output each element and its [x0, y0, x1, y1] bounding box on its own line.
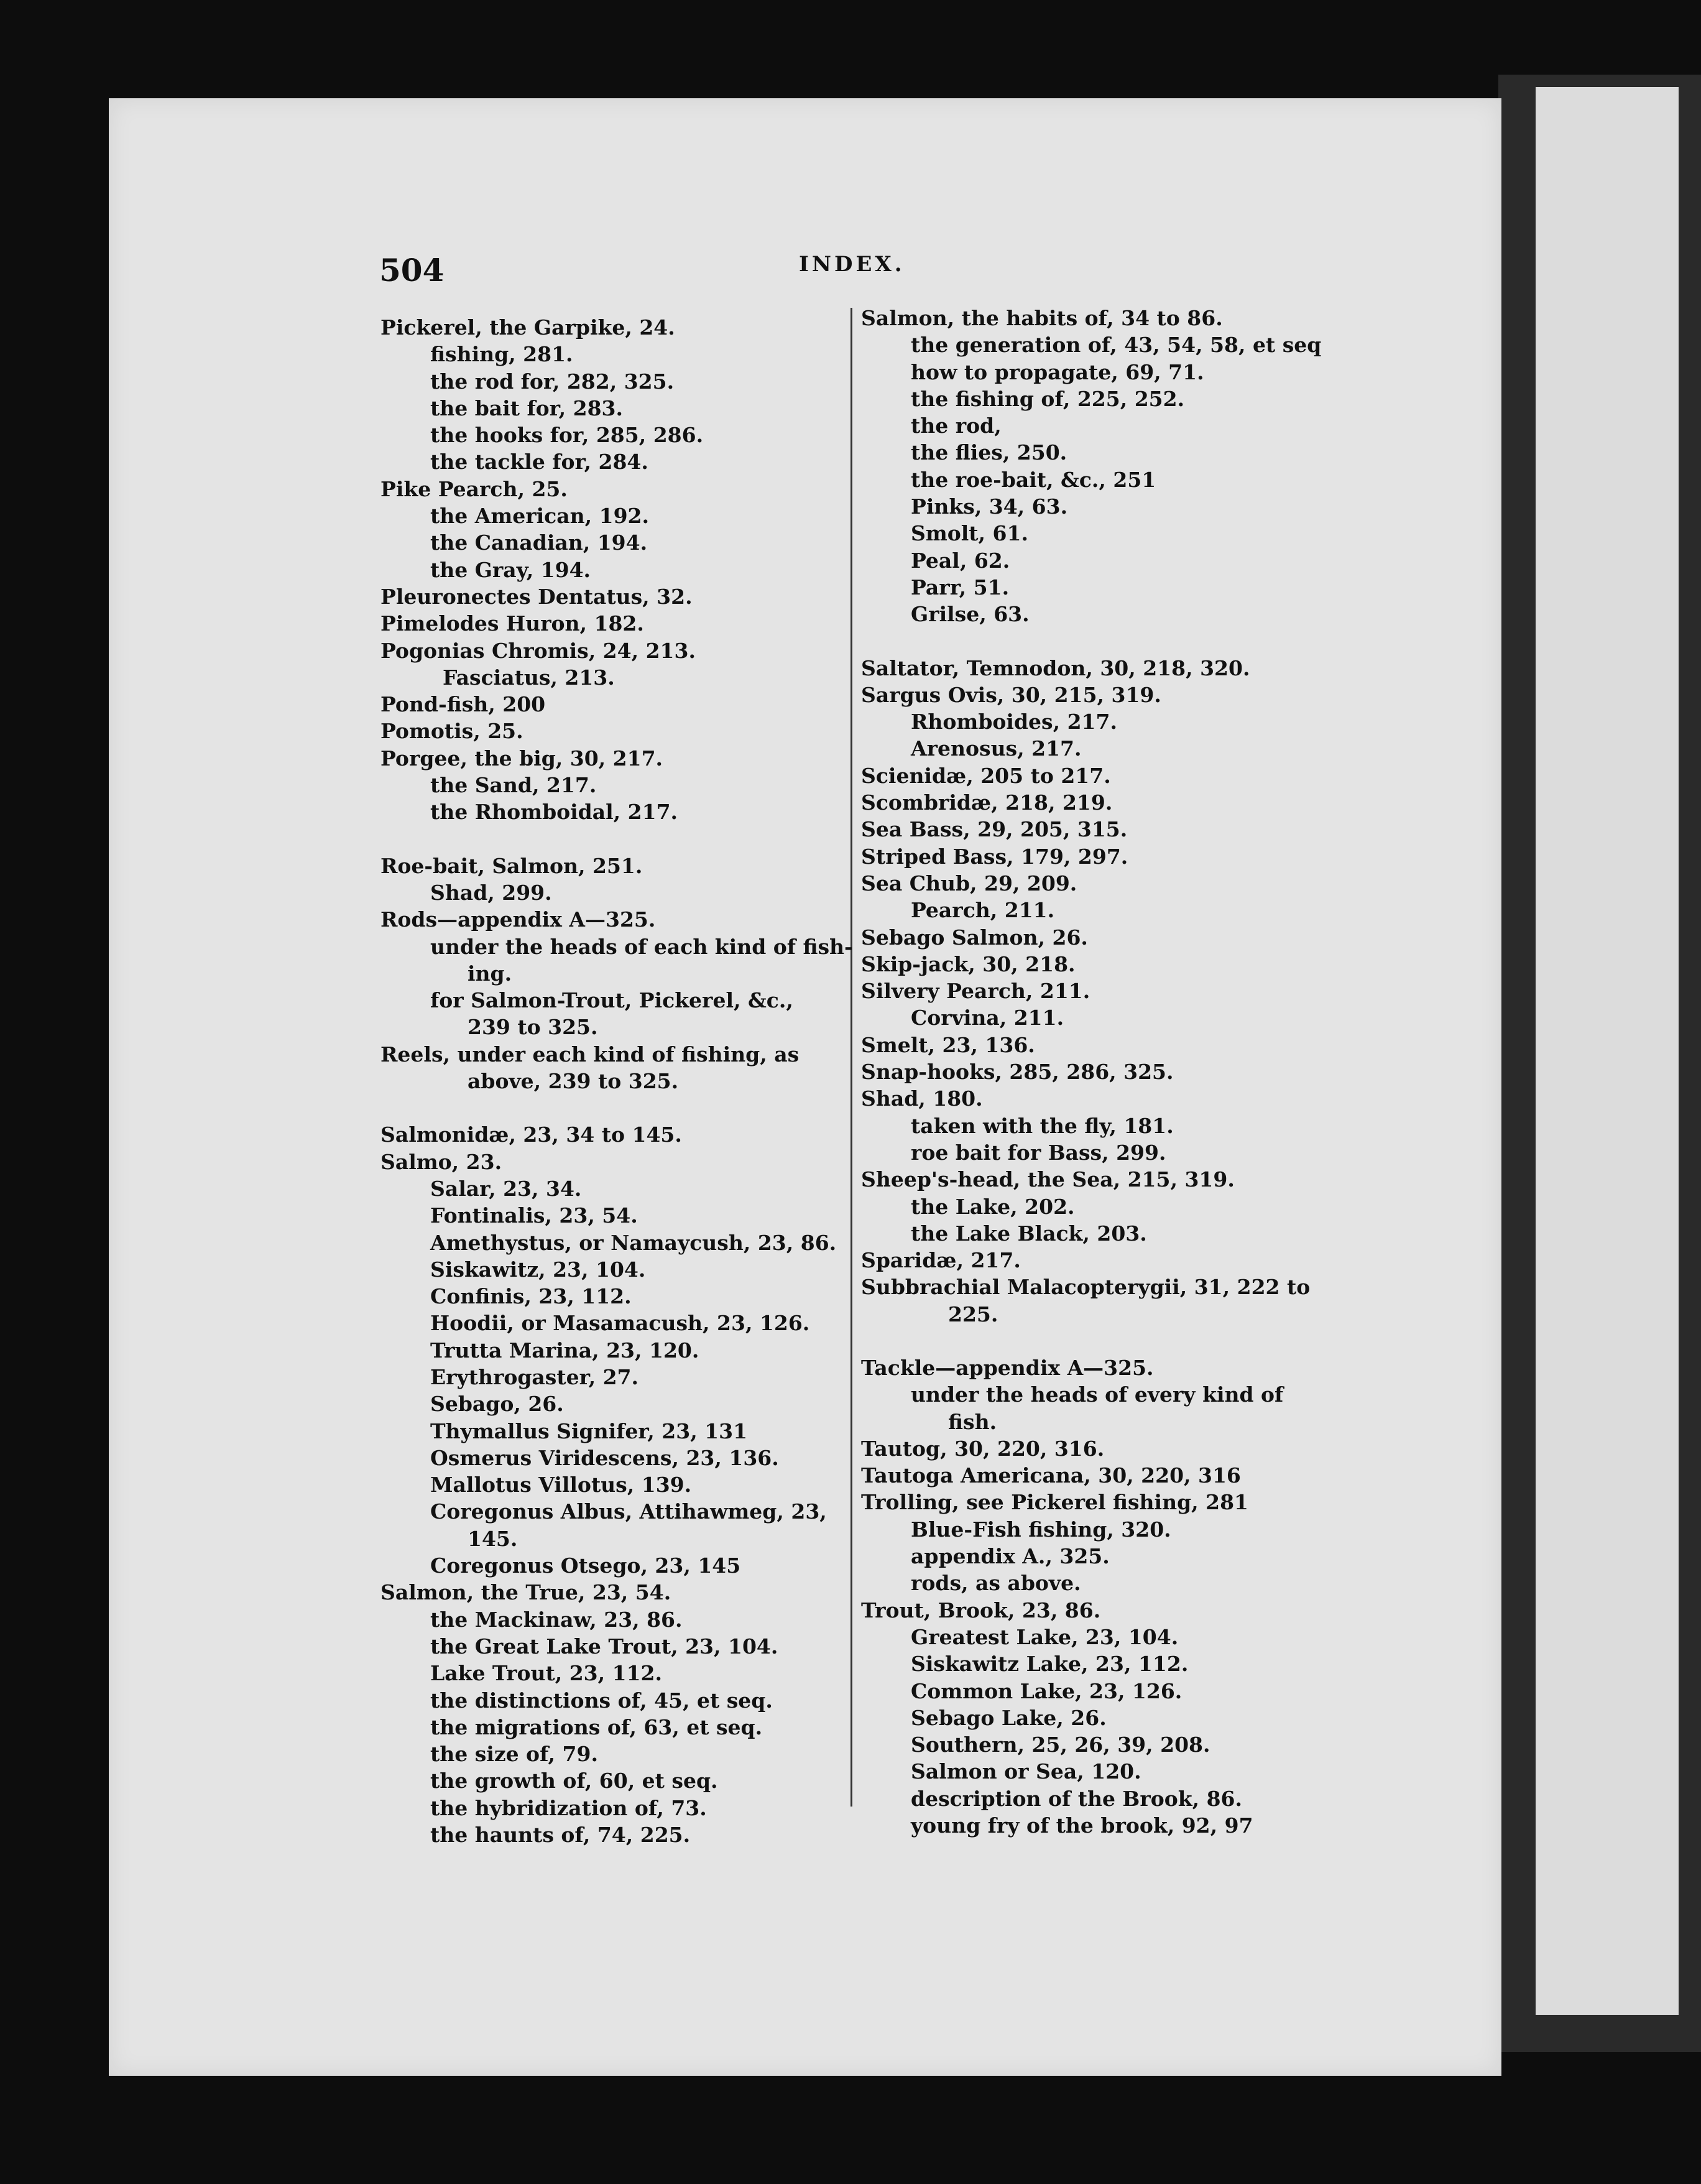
index-subentry: the rod, — [911, 414, 1002, 438]
index-entry-continuation: above, 239 to 325. — [468, 1069, 679, 1094]
index-subentry: the Gray, 194. — [430, 557, 591, 582]
index-subentry: Confinis, 23, 112. — [430, 1284, 632, 1309]
index-entry: Scienidæ, 205 to 217. — [861, 763, 1111, 788]
index-subentry: Rhomboides, 217. — [911, 710, 1117, 734]
index-entry: Sea Chub, 29, 209. — [861, 871, 1077, 895]
index-entry-continuation: 239 to 325. — [468, 1015, 598, 1040]
index-subentry: the American, 192. — [430, 504, 649, 529]
index-entry: Sheep's-head, the Sea, 215, 319. — [861, 1167, 1235, 1192]
index-subentry: Parr, 51. — [911, 575, 1010, 599]
index-subentry: Fontinalis, 23, 54. — [430, 1203, 638, 1228]
index-subentry: the distinctions of, 45, et seq. — [430, 1688, 773, 1713]
index-subentry: the flies, 250. — [911, 440, 1067, 465]
index-subentry: Grilse, 63. — [911, 602, 1030, 627]
index-entry: Scombridæ, 218, 219. — [861, 790, 1113, 815]
index-entry: Sebago Salmon, 26. — [861, 925, 1088, 950]
index-subentry: the Lake Black, 203. — [911, 1221, 1147, 1246]
index-subentry: Lake Trout, 23, 112. — [430, 1661, 662, 1686]
index-subentry: the Great Lake Trout, 23, 104. — [430, 1634, 778, 1659]
index-entry: Sea Bass, 29, 205, 315. — [861, 817, 1128, 842]
index-entry: Salmo, 23. — [380, 1149, 502, 1174]
index-subentry: fishing, 281. — [430, 342, 573, 367]
index-subentry: the generation of, 43, 54, 58, et seq — [911, 333, 1322, 358]
index-subentry: appendix A., 325. — [911, 1544, 1110, 1569]
index-entry: Tackle—appendix A—325. — [861, 1355, 1154, 1380]
index-entry: Reels, under each kind of fishing, as — [380, 1042, 800, 1067]
index-entry: Pogonias Chromis, 24, 213. — [380, 638, 696, 663]
index-subentry: Mallotus Villotus, 139. — [430, 1473, 692, 1497]
index-subentry: the fishing of, 225, 252. — [911, 386, 1185, 411]
index-subentry: the Mackinaw, 23, 86. — [430, 1607, 683, 1632]
index-subentry: Coregonus Albus, Attihawmeg, 23, — [430, 1499, 827, 1524]
index-entry: Salmon, the True, 23, 54. — [380, 1580, 671, 1605]
index-entry: Pike Pearch, 25. — [380, 476, 568, 501]
index-subentry: Salar, 23, 34. — [430, 1176, 582, 1201]
page-number: 504 — [379, 252, 445, 289]
index-subentry: Sebago, 26. — [430, 1392, 564, 1417]
index-entry: Porgee, the big, 30, 217. — [380, 746, 663, 770]
index-entry: Tautog, 30, 220, 316. — [861, 1436, 1105, 1461]
index-subentry: taken with the fly, 181. — [911, 1113, 1174, 1138]
index-entry: Shad, 180. — [861, 1086, 983, 1111]
index-entry: Salmon, the habits of, 34 to 86. — [861, 306, 1223, 330]
index-subentry: the hybridization of, 73. — [430, 1795, 707, 1820]
index-subentry: Coregonus Otsego, 23, 145 — [430, 1553, 741, 1578]
index-entry: Silvery Pearch, 211. — [861, 979, 1090, 1004]
index-entry: Pomotis, 25. — [380, 719, 523, 744]
index-subentry: the hooks for, 285, 286. — [430, 423, 704, 448]
index-entry: Trolling, see Pickerel fishing, 281 — [861, 1490, 1249, 1515]
index-entry: Salmonidæ, 23, 34 to 145. — [380, 1122, 682, 1147]
index-subentry: under the heads of each kind of fish- — [430, 934, 853, 959]
index-subentry: Erythrogaster, 27. — [430, 1364, 638, 1389]
index-subentry: how to propagate, 69, 71. — [911, 359, 1204, 384]
index-subentry: rods, as above. — [911, 1571, 1081, 1596]
index-subentry: Corvina, 211. — [911, 1006, 1064, 1030]
index-subentry: Peal, 62. — [911, 548, 1010, 573]
index-subentry: Common Lake, 23, 126. — [911, 1678, 1182, 1703]
index-entry: Pickerel, the Garpike, 24. — [380, 315, 675, 340]
index-entry: Saltator, Temnodon, 30, 218, 320. — [861, 655, 1250, 680]
index-entry: Roe-bait, Salmon, 251. — [380, 853, 643, 878]
index-entry: Smelt, 23, 136. — [861, 1032, 1035, 1057]
index-subentry: Shad, 299. — [430, 880, 552, 905]
index-subentry: the bait for, 283. — [430, 396, 623, 420]
index-subentry: the Sand, 217. — [430, 773, 597, 798]
index-entry: Striped Bass, 179, 297. — [861, 844, 1128, 869]
index-subentry: the growth of, 60, et seq. — [430, 1769, 718, 1793]
index-entry: Skip-jack, 30, 218. — [861, 951, 1076, 976]
index-subentry: the Canadian, 194. — [430, 530, 648, 555]
index-subentry: Salmon or Sea, 120. — [911, 1759, 1141, 1784]
index-subentry: description of the Brook, 86. — [911, 1786, 1242, 1811]
index-subentry: Hoodii, or Masamacush, 23, 126. — [430, 1311, 810, 1336]
index-subentry: the Lake, 202. — [911, 1194, 1075, 1219]
section-gap — [380, 1094, 853, 1121]
section-gap — [380, 826, 853, 853]
index-subentry: Siskawitz, 23, 104. — [430, 1257, 646, 1282]
index-subentry: Osmerus Viridescens, 23, 136. — [430, 1445, 779, 1470]
index-entry-continuation: 225. — [948, 1302, 998, 1326]
index-column-left — [380, 314, 853, 1848]
index-subentry: under the heads of every kind of — [911, 1382, 1284, 1407]
index-subentry: Thymallus Signifer, 23, 131 — [430, 1418, 748, 1443]
section-gap — [861, 1328, 1321, 1354]
index-subentry: Arenosus, 217. — [911, 736, 1082, 761]
index-subentry: the tackle for, 284. — [430, 450, 648, 474]
index-entry: Pleuronectes Dentatus, 32. — [380, 584, 693, 609]
running-head: INDEX. — [799, 252, 905, 277]
index-entry: Rods—appendix A—325. — [380, 907, 656, 932]
index-subentry: Sebago Lake, 26. — [911, 1705, 1107, 1730]
index-entry-continuation: ing. — [468, 961, 512, 986]
index-subentry: Fasciatus, 213. — [443, 665, 615, 690]
facing-page — [1536, 87, 1679, 2015]
index-subentry: young fry of the brook, 92, 97 — [911, 1813, 1253, 1838]
index-subentry: for Salmon-Trout, Pickerel, &c., — [430, 988, 793, 1013]
index-subentry: the roe-bait, &c., 251 — [911, 467, 1156, 492]
index-subentry: the rod for, 282, 325. — [430, 369, 675, 394]
index-subentry: the size of, 79. — [430, 1742, 598, 1767]
index-subentry: Pearch, 211. — [911, 898, 1055, 923]
index-entry-continuation: 145. — [468, 1526, 518, 1551]
index-entry: Tautoga Americana, 30, 220, 316 — [861, 1463, 1241, 1488]
index-subentry: Trutta Marina, 23, 120. — [430, 1338, 699, 1363]
index-subentry: Blue-Fish fishing, 320. — [911, 1517, 1171, 1542]
index-subentry: Greatest Lake, 23, 104. — [911, 1624, 1179, 1649]
section-gap — [861, 628, 1321, 655]
index-entry: Trout, Brook, 23, 86. — [861, 1598, 1101, 1622]
index-subentry: roe bait for Bass, 299. — [911, 1140, 1166, 1165]
index-entry: Sargus Ovis, 30, 215, 319. — [861, 682, 1161, 707]
index-subentry: Pinks, 34, 63. — [911, 494, 1068, 519]
index-subentry: Siskawitz Lake, 23, 112. — [911, 1652, 1189, 1677]
index-subentry: the haunts of, 74, 225. — [430, 1823, 691, 1848]
index-subentry: the migrations of, 63, et seq. — [430, 1714, 763, 1739]
index-column-right — [861, 305, 1321, 1839]
index-entry: Sparidæ, 217. — [861, 1248, 1021, 1273]
index-entry: Snap-hooks, 285, 286, 325. — [861, 1060, 1174, 1085]
index-entry: Subbrachial Malacopterygii, 31, 222 to — [861, 1275, 1311, 1300]
index-entry: Pimelodes Huron, 182. — [380, 611, 644, 636]
index-entry-continuation: fish. — [948, 1409, 997, 1434]
index-subentry: the Rhomboidal, 217. — [430, 800, 678, 825]
index-subentry: Southern, 25, 26, 39, 208. — [911, 1733, 1210, 1757]
index-subentry: Smolt, 61. — [911, 521, 1028, 546]
index-subentry: Amethystus, or Namaycush, 23, 86. — [430, 1230, 837, 1255]
index-entry: Pond-fish, 200 — [380, 692, 546, 717]
